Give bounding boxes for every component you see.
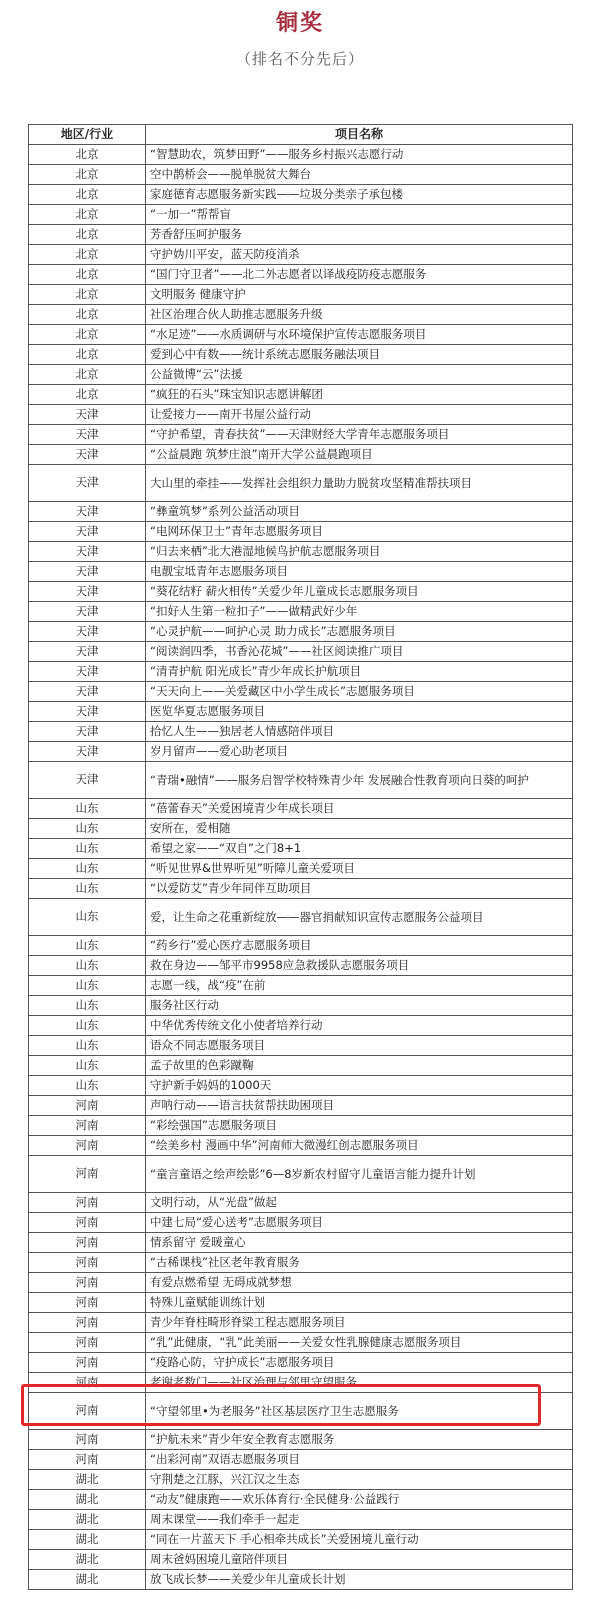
project-name-cell: 孟子故里的色彩蹴鞠 <box>146 1056 573 1076</box>
project-name-cell: “以爱防艾”青少年同伴互助项目 <box>146 879 573 899</box>
region-cell: 山东 <box>29 879 146 899</box>
region-cell: 山东 <box>29 1016 146 1036</box>
table-row <box>29 1530 573 1550</box>
project-name-cell: 服务社区行动 <box>146 996 573 1016</box>
region-cell: 山东 <box>29 839 146 859</box>
region-cell: 河南 <box>29 1096 146 1116</box>
table-row <box>29 285 573 305</box>
project-name-cell: 医览华夏志愿服务项目 <box>146 702 573 722</box>
table-row <box>29 1253 573 1273</box>
region-cell: 天津 <box>29 762 146 799</box>
region-cell: 天津 <box>29 602 146 622</box>
table-row <box>29 1293 573 1313</box>
region-cell: 天津 <box>29 425 146 445</box>
project-name-cell: 守护新手妈妈的1000天 <box>146 1076 573 1096</box>
project-name-cell: “青瑞•融情”——服务启智学校特殊青少年 发展融合性教育项向日葵的呵护 <box>146 762 573 799</box>
project-name-cell: “电网环保卫士”青年志愿服务项目 <box>146 522 573 542</box>
table-row <box>29 1510 573 1530</box>
region-cell: 河南 <box>29 1333 146 1353</box>
region-cell: 北京 <box>29 285 146 305</box>
project-name-cell: “同在一片蓝天下 手心相牵共成长”关爱困境儿童行动 <box>146 1530 573 1550</box>
region-cell: 天津 <box>29 502 146 522</box>
table-row <box>29 542 573 562</box>
region-cell: 北京 <box>29 265 146 285</box>
region-cell: 天津 <box>29 682 146 702</box>
region-cell: 湖北 <box>29 1530 146 1550</box>
region-cell: 北京 <box>29 385 146 405</box>
table-row <box>29 205 573 225</box>
project-name-cell: 希望之家——“双自”之门8+1 <box>146 839 573 859</box>
region-cell: 河南 <box>29 1430 146 1450</box>
table-row <box>29 839 573 859</box>
project-name-cell: 中华优秀传统文化小使者培养行动 <box>146 1016 573 1036</box>
table-row <box>29 265 573 285</box>
table-row <box>29 1353 573 1373</box>
project-name-cell: “药乡行”爱心医疗志愿服务项目 <box>146 936 573 956</box>
project-name-cell: 爱到心中有数——统计系统志愿服务融法项目 <box>146 345 573 365</box>
region-cell: 北京 <box>29 365 146 385</box>
table-row <box>29 145 573 165</box>
project-name-cell: 特殊儿童赋能训练计划 <box>146 1293 573 1313</box>
project-name-cell: 周末爸妈困境儿童陪伴项目 <box>146 1550 573 1570</box>
region-cell: 天津 <box>29 405 146 425</box>
region-cell: 天津 <box>29 742 146 762</box>
project-name-cell: “葵花结籽 薪火相传”关爱少年儿童成长志愿服务项目 <box>146 582 573 602</box>
table-row <box>29 1213 573 1233</box>
region-cell: 山东 <box>29 936 146 956</box>
table-row <box>29 996 573 1016</box>
table-row <box>29 1550 573 1570</box>
project-name-cell: “童言童语之绘声绘影”6—8岁新农村留守儿童语言能力提升计划 <box>146 1156 573 1193</box>
region-cell: 北京 <box>29 325 146 345</box>
table-body <box>29 145 573 1590</box>
region-cell: 天津 <box>29 622 146 642</box>
table-row <box>29 1036 573 1056</box>
project-name-cell: 周末课堂——我们牵手一起走 <box>146 1510 573 1530</box>
project-name-cell: 情系留守 爱暖童心 <box>146 1233 573 1253</box>
region-cell: 湖北 <box>29 1550 146 1570</box>
project-name-cell: 有爱点燃希望 无碍成就梦想 <box>146 1273 573 1293</box>
region-cell: 北京 <box>29 205 146 225</box>
table-row <box>29 602 573 622</box>
table-row <box>29 225 573 245</box>
project-name-cell: “动友”健康跑——欢乐体育行·全民健身·公益践行 <box>146 1490 573 1510</box>
region-cell: 天津 <box>29 522 146 542</box>
table-row <box>29 799 573 819</box>
region-cell: 河南 <box>29 1450 146 1470</box>
project-name-cell: 家庭德育志愿服务新实践——垃圾分类亲子承包楼 <box>146 185 573 205</box>
table-row <box>29 1570 573 1590</box>
table-row <box>29 1056 573 1076</box>
project-name-cell: “护航未来”青少年安全教育志愿服务 <box>146 1430 573 1450</box>
table-row <box>29 702 573 722</box>
region-cell: 天津 <box>29 722 146 742</box>
project-name-cell: 志愿一线，战“疫”在前 <box>146 976 573 996</box>
region-cell: 河南 <box>29 1393 146 1430</box>
table-row <box>29 305 573 325</box>
region-cell: 山东 <box>29 799 146 819</box>
table-header-row <box>29 125 573 145</box>
table-row <box>29 1193 573 1213</box>
project-name-cell: 拾忆人生——独居老人情感陪伴项目 <box>146 722 573 742</box>
project-name-cell: “出彩河南”双语志愿服务项目 <box>146 1450 573 1470</box>
region-cell: 山东 <box>29 1036 146 1056</box>
region-cell: 河南 <box>29 1253 146 1273</box>
region-cell: 河南 <box>29 1136 146 1156</box>
region-cell: 山东 <box>29 996 146 1016</box>
region-cell: 湖北 <box>29 1490 146 1510</box>
region-cell: 天津 <box>29 582 146 602</box>
region-cell: 河南 <box>29 1233 146 1253</box>
table-row <box>29 742 573 762</box>
region-cell: 山东 <box>29 819 146 839</box>
region-cell: 北京 <box>29 245 146 265</box>
region-cell: 河南 <box>29 1156 146 1193</box>
table-row <box>29 642 573 662</box>
project-name-cell: 社区治理合伙人助推志愿服务升级 <box>146 305 573 325</box>
project-name-cell: 安所在，爱相随 <box>146 819 573 839</box>
table-row <box>29 365 573 385</box>
project-name-cell: “公益晨跑 筑梦庄浪”南开大学公益晨跑项目 <box>146 445 573 465</box>
table-row <box>29 1233 573 1253</box>
project-name-cell: “彩绘强国”志愿服务项目 <box>146 1116 573 1136</box>
project-name-cell: 声呐行动——语言扶贫帮扶助困项目 <box>146 1096 573 1116</box>
table-row <box>29 245 573 265</box>
column-header-project: 项目名称 <box>146 125 573 145</box>
project-name-cell: 放飞成长梦——关爱少年儿童成长计划 <box>146 1570 573 1590</box>
table-row <box>29 185 573 205</box>
region-cell: 河南 <box>29 1373 146 1393</box>
project-name-cell: 文明行动，从“光盘”做起 <box>146 1193 573 1213</box>
project-name-cell: “天天向上——关爱藏区中小学生成长”志愿服务项目 <box>146 682 573 702</box>
project-name-cell: 大山里的牵挂——发挥社会组织力量助力脱贫攻坚精准帮扶项目 <box>146 465 573 502</box>
project-name-cell: 岁月留声——爱心助老项目 <box>146 742 573 762</box>
project-name-cell: “归去来栖”北大港湿地候鸟护航志愿服务项目 <box>146 542 573 562</box>
project-name-cell: 空中鹊桥会——脱单脱贫大舞台 <box>146 165 573 185</box>
project-name-cell: “心灵护航——呵护心灵 助力成长”志愿服务项目 <box>146 622 573 642</box>
region-cell: 天津 <box>29 562 146 582</box>
page-title: 铜奖 <box>275 11 324 36</box>
project-name-cell: 守护妫川平安，蓝天防疫消杀 <box>146 245 573 265</box>
project-name-cell: “乳”此健康，“乳”此美丽——关爱女性乳腺健康志愿服务项目 <box>146 1333 573 1353</box>
project-name-cell: 语众不同志愿服务项目 <box>146 1036 573 1056</box>
project-name-cell: 电靓宝坻青年志愿服务项目 <box>146 562 573 582</box>
project-name-cell: “古稀课栈”社区老年教育服务 <box>146 1253 573 1273</box>
project-name-cell: 青少年脊柱畸形脊梁工程志愿服务项目 <box>146 1313 573 1333</box>
region-cell: 湖北 <box>29 1570 146 1590</box>
table-row <box>29 859 573 879</box>
region-cell: 天津 <box>29 662 146 682</box>
award-table <box>28 124 573 1590</box>
region-cell: 天津 <box>29 465 146 502</box>
table-row <box>29 1156 573 1193</box>
table-row <box>29 1373 573 1393</box>
table-row <box>29 345 573 365</box>
region-cell: 天津 <box>29 702 146 722</box>
project-name-cell: “阅读润四季，书香沁花城”——社区阅读推广项目 <box>146 642 573 662</box>
table-row <box>29 1313 573 1333</box>
project-name-cell: “疯狂的石头”珠宝知识志愿讲解团 <box>146 385 573 405</box>
region-cell: 河南 <box>29 1313 146 1333</box>
table-row <box>29 425 573 445</box>
table-row <box>29 936 573 956</box>
region-cell: 山东 <box>29 859 146 879</box>
project-name-cell: 公益微博“云”法援 <box>146 365 573 385</box>
table-row <box>29 722 573 742</box>
table-row <box>29 819 573 839</box>
region-cell: 河南 <box>29 1293 146 1313</box>
project-name-cell: “守护希望，青春扶贫”——天津财经大学青年志愿服务项目 <box>146 425 573 445</box>
project-name-cell: “国门守卫者”——北二外志愿者以译战疫防疫志愿服务 <box>146 265 573 285</box>
table-row <box>29 502 573 522</box>
table-row <box>29 1136 573 1156</box>
table-row <box>29 1430 573 1450</box>
table-row <box>29 662 573 682</box>
region-cell: 河南 <box>29 1193 146 1213</box>
table-row <box>29 465 573 502</box>
region-cell: 北京 <box>29 185 146 205</box>
project-name-cell: 老谢老数门——社区治理与邻里守望服务 <box>146 1373 573 1393</box>
table-row <box>29 976 573 996</box>
table-row <box>29 385 573 405</box>
project-name-cell: 守荆楚之江豚，兴江汉之生态 <box>146 1470 573 1490</box>
region-cell: 山东 <box>29 956 146 976</box>
column-header-region: 地区/行业 <box>29 125 146 145</box>
table-row <box>29 1470 573 1490</box>
region-cell: 北京 <box>29 165 146 185</box>
table-row <box>29 1333 573 1353</box>
project-name-cell: 让爱接力——南开书屋公益行动 <box>146 405 573 425</box>
region-cell: 山东 <box>29 899 146 936</box>
project-name-cell: “清青护航 阳光成长”青少年成长护航项目 <box>146 662 573 682</box>
region-cell: 天津 <box>29 642 146 662</box>
table-row <box>29 1096 573 1116</box>
project-name-cell: 文明服务 健康守护 <box>146 285 573 305</box>
region-cell: 山东 <box>29 1076 146 1096</box>
table-row <box>29 762 573 799</box>
project-name-cell: “绘美乡村 漫画中华”河南师大微漫红创志愿服务项目 <box>146 1136 573 1156</box>
table-row <box>29 879 573 899</box>
table-row <box>29 582 573 602</box>
region-cell: 河南 <box>29 1116 146 1136</box>
region-cell: 北京 <box>29 145 146 165</box>
table-row <box>29 1450 573 1470</box>
table-row <box>29 522 573 542</box>
region-cell: 河南 <box>29 1213 146 1233</box>
region-cell: 北京 <box>29 225 146 245</box>
table-row <box>29 1076 573 1096</box>
project-name-cell: “蓓蕾春天”关爱困境青少年成长项目 <box>146 799 573 819</box>
table-row <box>29 405 573 425</box>
table-row <box>29 165 573 185</box>
region-cell: 北京 <box>29 305 146 325</box>
project-name-cell: “扣好人生第一粒扣子”——做精武好少年 <box>146 602 573 622</box>
table-row <box>29 1116 573 1136</box>
project-name-cell: 爱，让生命之花重新绽放——器官捐献知识宣传志愿服务公益项目 <box>146 899 573 936</box>
region-cell: 河南 <box>29 1353 146 1373</box>
region-cell: 山东 <box>29 976 146 996</box>
table-row <box>29 325 573 345</box>
project-name-cell: “疫路心防，守护成长”志愿服务项目 <box>146 1353 573 1373</box>
table-row <box>29 622 573 642</box>
table-row <box>29 899 573 936</box>
project-name-cell: “守望邻里•为老服务”社区基层医疗卫生志愿服务 <box>146 1393 573 1430</box>
region-cell: 河南 <box>29 1273 146 1293</box>
region-cell: 北京 <box>29 345 146 365</box>
project-name-cell: 中建七局“爱心送考”志愿服务项目 <box>146 1213 573 1233</box>
table-row <box>29 956 573 976</box>
table-row <box>29 1490 573 1510</box>
project-name-cell: “一加一”帮帮盲 <box>146 205 573 225</box>
region-cell: 天津 <box>29 542 146 562</box>
page-subtitle: （排名不分先后） <box>235 50 364 68</box>
project-name-cell: “听见世界&世界听见”听障儿童关爱项目 <box>146 859 573 879</box>
table-row <box>29 562 573 582</box>
table-row <box>29 1393 573 1430</box>
region-cell: 湖北 <box>29 1510 146 1530</box>
table-row <box>29 1016 573 1036</box>
table-row <box>29 445 573 465</box>
region-cell: 天津 <box>29 445 146 465</box>
table-row <box>29 1273 573 1293</box>
project-name-cell: “彝童筑梦”系列公益活动项目 <box>146 502 573 522</box>
region-cell: 湖北 <box>29 1470 146 1490</box>
table-row <box>29 682 573 702</box>
project-name-cell: “智慧助农，筑梦田野”——服务乡村振兴志愿行动 <box>146 145 573 165</box>
project-name-cell: 芳香舒压呵护服务 <box>146 225 573 245</box>
region-cell: 山东 <box>29 1056 146 1076</box>
project-name-cell: 救在身边——邹平市9958应急救援队志愿服务项目 <box>146 956 573 976</box>
project-name-cell: “水足迹”——水质调研与水环境保护宣传志愿服务项目 <box>146 325 573 345</box>
